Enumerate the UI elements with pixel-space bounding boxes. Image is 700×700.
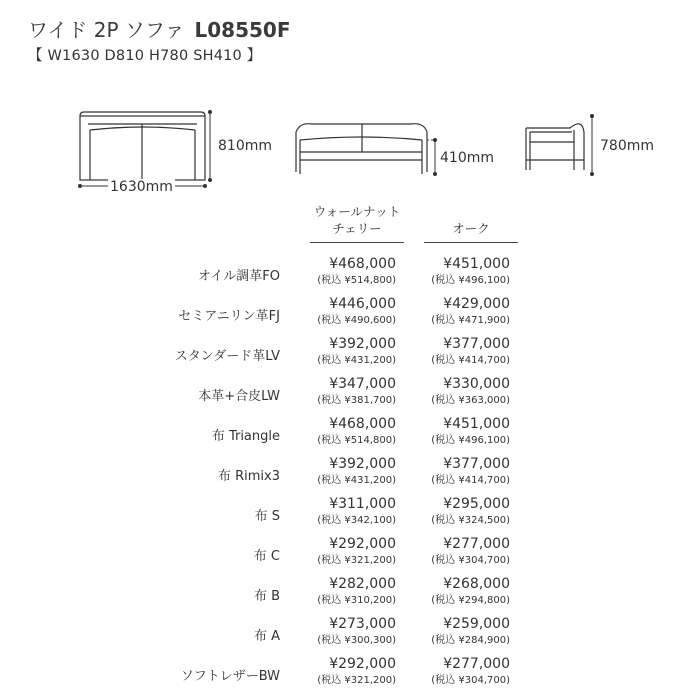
walnut-price: ¥282,000 (税込 ¥310,200) xyxy=(317,576,396,606)
material-label: 布 C xyxy=(253,549,280,564)
material-label: 布 Rimix3 xyxy=(217,469,280,484)
material-label: セミアニリン革FJ xyxy=(178,309,280,324)
depth-label: 810mm xyxy=(218,138,272,154)
walnut-price: ¥392,000 (税込 ¥431,200) xyxy=(317,336,396,366)
front-view-diagram xyxy=(296,124,437,174)
column-divider-oak xyxy=(424,242,518,243)
oak-price: ¥451,000 (税込 ¥496,100) xyxy=(431,256,510,286)
oak-price: ¥429,000 (税込 ¥471,900) xyxy=(431,296,510,326)
walnut-price: ¥446,000 (税込 ¥490,600) xyxy=(317,296,396,326)
material-label: 布 Triangle xyxy=(211,429,280,444)
walnut-price: ¥311,000 (税込 ¥342,100) xyxy=(317,496,396,526)
width-label: 1630mm xyxy=(110,179,173,195)
table-row xyxy=(0,615,700,655)
material-label: 布 A xyxy=(253,629,280,644)
dimension-arrows xyxy=(78,110,594,188)
walnut-price: ¥292,000 (税込 ¥321,200) xyxy=(317,536,396,566)
sofa-diagrams xyxy=(0,0,700,200)
product-name: ワイド 2P ソファ xyxy=(28,18,185,42)
table-row xyxy=(0,495,700,535)
material-label: ソフトレザーBW xyxy=(180,669,280,684)
table-row xyxy=(0,415,700,455)
walnut-price: ¥292,000 (税込 ¥321,200) xyxy=(317,656,396,686)
walnut-price: ¥347,000 (税込 ¥381,700) xyxy=(317,376,396,406)
material-label: スタンダード革LV xyxy=(174,349,280,364)
oak-price: ¥277,000 (税込 ¥304,700) xyxy=(431,536,510,566)
oak-price: ¥277,000 (税込 ¥304,700) xyxy=(431,656,510,686)
top-view-diagram xyxy=(80,112,210,186)
seat-height-label: 410mm xyxy=(440,150,494,166)
material-label: 布 S xyxy=(254,509,280,524)
walnut-price: ¥468,000 (税込 ¥514,800) xyxy=(317,416,396,446)
material-label: オイル調革FO xyxy=(197,269,280,284)
dimensions-summary: 【 W1630 D810 H780 SH410 】 xyxy=(28,48,262,64)
table-row xyxy=(0,335,700,375)
column-divider-walnut xyxy=(310,242,404,243)
walnut-price: ¥468,000 (税込 ¥514,800) xyxy=(317,256,396,286)
table-row xyxy=(0,295,700,335)
oak-price: ¥377,000 (税込 ¥414,700) xyxy=(431,336,510,366)
table-row xyxy=(0,655,700,695)
material-label: 本革+合皮LW xyxy=(198,389,280,404)
oak-price: ¥259,000 (税込 ¥284,900) xyxy=(431,616,510,646)
oak-price: ¥268,000 (税込 ¥294,800) xyxy=(431,576,510,606)
table-row xyxy=(0,255,700,295)
oak-price: ¥377,000 (税込 ¥414,700) xyxy=(431,456,510,486)
oak-price: ¥295,000 (税込 ¥324,500) xyxy=(431,496,510,526)
column-header-oak: オーク xyxy=(452,221,490,236)
table-row xyxy=(0,455,700,495)
table-row xyxy=(0,375,700,415)
oak-price: ¥451,000 (税込 ¥496,100) xyxy=(431,416,510,446)
side-view-diagram xyxy=(526,116,592,174)
oak-price: ¥330,000 (税込 ¥363,000) xyxy=(431,376,510,406)
walnut-price: ¥273,000 (税込 ¥300,300) xyxy=(317,616,396,646)
table-row xyxy=(0,535,700,575)
walnut-price: ¥392,000 (税込 ¥431,200) xyxy=(317,456,396,486)
table-row xyxy=(0,575,700,615)
height-label: 780mm xyxy=(600,138,654,154)
model-number: L08550F xyxy=(194,18,291,42)
material-label: 布 B xyxy=(253,589,280,604)
column-header-walnut-cherry: ウォールナット チェリー xyxy=(313,204,401,236)
